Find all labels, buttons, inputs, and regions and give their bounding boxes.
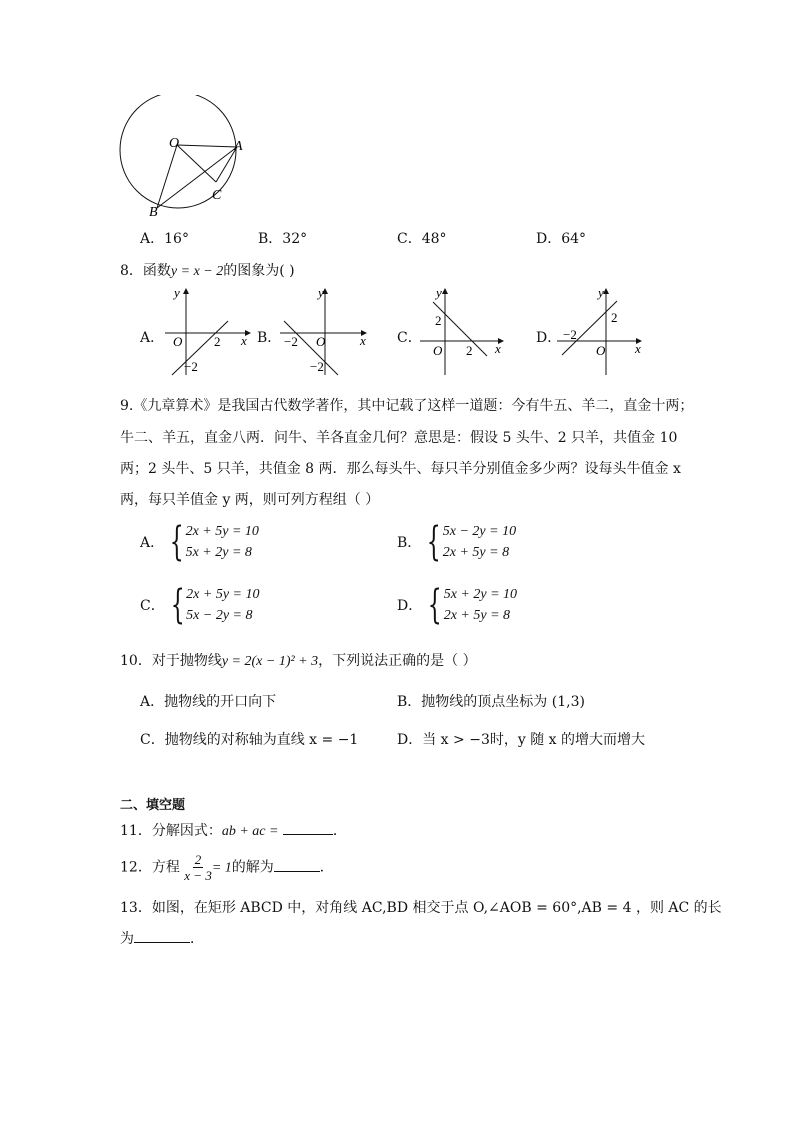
section-title: 二、填空题 xyxy=(120,798,186,813)
q9-stem-line-2: 牛二、羊五，直金八两．问牛、羊各直金几何？意思是：假设 5 头牛、2 只羊，共值金 10 xyxy=(120,430,678,446)
svg-text:x: x xyxy=(495,341,501,356)
svg-text:2: 2 xyxy=(611,310,618,325)
brace-icon: { xyxy=(170,582,185,628)
q8-option-c-key[interactable]: C． xyxy=(397,330,422,346)
q10-option-a[interactable]: A．抛物线的开口向下 xyxy=(140,694,277,710)
svg-text:2: 2 xyxy=(214,334,221,349)
q10-option-b[interactable]: B．抛物线的顶点坐标为 (1,3) xyxy=(397,694,585,710)
svg-text:x: x xyxy=(241,333,247,348)
q7-option-d[interactable]: D．64° xyxy=(536,231,587,247)
fraction: $\frac{2}{x - 3}$ xyxy=(184,852,212,883)
svg-text:O: O xyxy=(433,343,443,358)
svg-text:y: y xyxy=(598,285,604,300)
label-b: B xyxy=(149,205,158,220)
svg-text:−2: −2 xyxy=(310,359,324,374)
q8-stem: 8．函数y = x − 2的图象为( ) xyxy=(120,263,295,279)
q7-option-c[interactable]: C．48° xyxy=(397,231,447,247)
q9-option-d[interactable]: D． { 5x + 2y = 10 2x + 5y = 8 xyxy=(397,582,518,628)
q12: 12．方程 $\frac{2}{x - 3}$ = 1的解为 ． xyxy=(120,852,334,883)
q8-graph-b xyxy=(278,285,373,380)
q8-option-d-key[interactable]: D． xyxy=(536,330,562,346)
svg-text:x: x xyxy=(360,333,366,348)
q9-stem-line-3: 两；2 头牛、5 只羊，共值金 8 两．那么每头牛、每只羊分别值金多少两？设每头牛值金 x xyxy=(120,461,681,477)
segment-ab xyxy=(157,147,237,208)
q8-graph-a xyxy=(160,285,255,380)
q9-stem-line-1: 9.《九章算术》是我国古代数学著作，其中记载了这样一道题：今有牛五、羊二，直金十两； xyxy=(120,398,694,414)
q8-option-b-key[interactable]: B． xyxy=(257,330,282,346)
q8-formula: y = x − 2 xyxy=(170,264,224,279)
svg-text:O: O xyxy=(173,334,183,349)
q9-stem-line-4: 两，每只羊值金 y 两，则可列方程组（ ） xyxy=(120,492,380,508)
q7-circle-figure xyxy=(115,95,255,225)
q13-line-2: 为 ． xyxy=(120,931,204,947)
segment-oc xyxy=(177,145,216,182)
answer-blank[interactable] xyxy=(274,859,320,872)
q10-formula: y = 2(x − 1)² + 3 xyxy=(221,654,319,669)
q9-option-a[interactable]: A． { 2x + 5y = 10 5x + 2y = 8 xyxy=(140,519,259,565)
segment-ob xyxy=(157,145,177,208)
svg-text:O: O xyxy=(316,334,326,349)
label-a: A xyxy=(234,139,243,154)
brace-icon: { xyxy=(427,519,442,565)
svg-text:O: O xyxy=(596,343,606,358)
svg-text:−2: −2 xyxy=(563,327,577,342)
brace-icon: { xyxy=(427,582,442,628)
svg-text:y: y xyxy=(436,285,442,300)
answer-blank[interactable] xyxy=(134,930,190,943)
label-o: O xyxy=(169,136,180,151)
q9-option-c[interactable]: C． { 2x + 5y = 10 5x − 2y = 8 xyxy=(140,582,260,628)
svg-text:x: x xyxy=(635,341,641,356)
q10-option-d[interactable]: D．当 x > −3时，y 随 x 的增大而增大 xyxy=(397,732,646,748)
q13-line-1: 13．如图，在矩形 ABCD 中，对角线 AC,BD 相交于点 O,∠AOB = 60°,AB = 4 ，则 AC 的长 xyxy=(120,900,722,916)
svg-text:2: 2 xyxy=(435,313,442,328)
q10-stem: 10．对于抛物线y = 2(x − 1)² + 3，下列说法正确的是（ ） xyxy=(120,653,477,669)
label-c: C xyxy=(212,188,222,203)
svg-text:2: 2 xyxy=(466,343,473,358)
q8-graph-c xyxy=(415,285,510,380)
svg-text:−2: −2 xyxy=(284,334,298,349)
svg-text:y: y xyxy=(318,285,324,300)
svg-text:y: y xyxy=(174,285,180,300)
answer-blank[interactable] xyxy=(283,822,333,835)
segment-oa xyxy=(177,145,237,147)
q8-option-a-key[interactable]: A． xyxy=(140,330,165,346)
q9-option-b[interactable]: B． { 5x − 2y = 10 2x + 5y = 8 xyxy=(397,519,517,565)
q8-graph-d xyxy=(555,285,650,380)
q10-option-c[interactable]: C．抛物线的对称轴为直线 x = −1 xyxy=(140,732,359,748)
q11: 11．分解因式：ab + ac = ． xyxy=(120,823,347,839)
brace-icon: { xyxy=(169,519,184,565)
svg-text:−2: −2 xyxy=(184,359,198,374)
q7-option-a[interactable]: A．16° xyxy=(140,231,189,247)
q7-option-b[interactable]: B．32° xyxy=(258,231,308,247)
